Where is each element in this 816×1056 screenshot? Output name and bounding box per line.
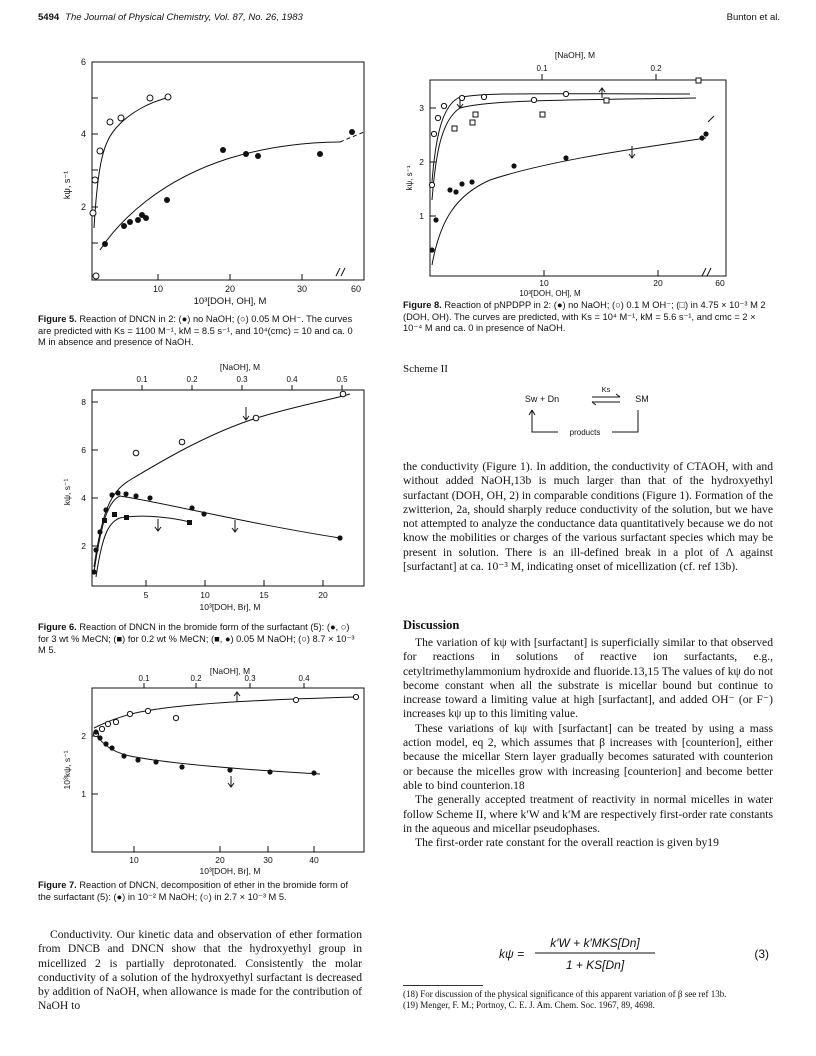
conductivity-paragraph: Conductivity. Our kinetic data and observation of ether formation from DNCB and DNCN show that the hydroxyethyl group in micellized 2 is partially deprotonated. Consistently the molar conductivity of a solution of the hydroxyethyl surfactant is decreased by addition of NaOH, when allowance is made for the contribution of NaOH to xyxy=(38,928,362,1013)
fig8-xlabel: 10³[DOH, OH], M xyxy=(519,289,581,298)
caption-text: Reaction of pNPDPP in 2: (●) no NaOH; (○) 0.1 M OH⁻; (□) in 4.75 × 10⁻³ M 2 (DOH, OH). The curves are predicted, with Ks = 10⁴ M⁻¹, kM = 5.6 s⁻¹, and cmc = 2 × 10⁻⁴ M and ca. 0 in presence of NaOH. xyxy=(403,300,766,333)
discussion-paragraph: The first-order rate constant for the overall reaction is given by19 xyxy=(415,836,719,850)
fig6-top-tick: 0.3 xyxy=(236,375,248,384)
equation-lhs: kψ = xyxy=(499,947,525,961)
footnotes xyxy=(403,989,773,1011)
caption-label: Figure 6. xyxy=(38,622,77,632)
fig8-ytick: 1 xyxy=(419,211,424,221)
scheme-k: Ks xyxy=(601,385,611,394)
fig8-ytick: 2 xyxy=(419,157,424,167)
footnote: (19) Menger, F. M.; Portnoy, C. E. J. Am. Chem. Soc. 1967, 89, 4698. xyxy=(403,1000,655,1010)
fig6-top-tick: 0.4 xyxy=(286,375,298,384)
discussion-paragraph: The variation of kψ with [surfactant] is superficially similar to that observed for reactions in solutions of reactive ion surfactants, e.g., cetyltrimethylammonium hydroxide and fluoride.13,15 The values of kψ do not become constant when all the substrate is micellar bound but continue to increase toward a limiting value at high [surfactant], and added OH⁻ (or F⁻) increases kψ up to this limiting value. xyxy=(403,636,773,721)
fig8-ylabel: kψ, s⁻¹ xyxy=(405,165,414,191)
scheme-right: SM xyxy=(635,394,649,404)
fig6-ytick: 2 xyxy=(81,541,86,551)
scheme-label: Scheme II xyxy=(403,363,448,375)
discussion-paragraph: The generally accepted treatment of reactivity in normal micelles in water follow Scheme II, where k′W and k′M are respectively first-order rate constants in the aqueous and micellar pseudophases. xyxy=(403,793,773,835)
equation-number: (3) xyxy=(754,947,769,961)
figure-8-plot xyxy=(400,50,740,300)
fig8-top-tick: 0.2 xyxy=(650,64,662,73)
figure-7-plot xyxy=(50,666,370,876)
equation-denominator: 1 + KS[Dn] xyxy=(565,958,625,972)
fig7-xtick: 30 xyxy=(263,855,273,865)
scheme-products: products xyxy=(569,428,601,437)
caption-label: Figure 7. xyxy=(38,880,77,890)
fig6-ylabel: kψ, s⁻¹ xyxy=(62,478,72,506)
fig7-top-tick: 0.3 xyxy=(244,674,256,683)
discussion-body xyxy=(403,636,773,850)
journal-citation: The Journal of Physical Chemistry, Vol. 87, No. 26, 1983 xyxy=(65,12,303,23)
fig6-xtick: 15 xyxy=(259,590,269,600)
fig7-ytick: 1 xyxy=(81,789,86,799)
discussion-paragraph: These variations of kψ with [surfactant] can be treated by using a mass action model, eq 2, which assumes that β increases with [counterion], either because the micellar Stern layer gradually becomes saturated with counterion or because the micelles grow with increasing [counterion] and become better able to bind counterion.18 xyxy=(403,721,773,792)
fig6-xtick: 5 xyxy=(143,590,149,600)
fig7-top-tick: 0.2 xyxy=(190,674,202,683)
footnote: (18) For discussion of the physical significance of this apparent variation of β see ref 13b. xyxy=(403,989,727,999)
caption-label: Figure 5. xyxy=(38,314,77,324)
fig8-top-tick: 0.1 xyxy=(536,64,548,73)
discussion-heading: Discussion xyxy=(403,618,460,632)
figure-5-plot xyxy=(50,50,370,310)
fig5-ytick: 6 xyxy=(80,57,86,67)
fig6-top-label: [NaOH], M xyxy=(219,362,261,372)
fig8-top-label: [NaOH], M xyxy=(554,50,596,60)
fig6-ytick: 6 xyxy=(81,445,86,455)
author-header: Bunton et al. xyxy=(726,12,780,23)
figure-6-caption xyxy=(38,622,362,657)
caption-text: Reaction of DNCN in 2: (●) no NaOH; (○) 0.05 M OH⁻. The curves are predicted with Ks = 1100 M⁻¹, kM = 8.5 s⁻¹, and 10⁴(cmc) = 10 and ca. 0 M in absence and presence of NaOH. xyxy=(38,314,353,347)
figure-5-caption xyxy=(38,314,362,349)
fig5-ytick: 2 xyxy=(80,202,86,212)
fig5-ytick: 4 xyxy=(80,129,86,139)
caption-text: Reaction of DNCN, decomposition of ether in the bromide form of the surfactant (5): (●) in 10⁻² M NaOH; (○) in 2.7 × 10⁻³ M 5. xyxy=(38,880,349,902)
fig7-xtick: 40 xyxy=(309,855,319,865)
fig7-top-tick: 0.1 xyxy=(138,674,150,683)
fig7-ytick: 2 xyxy=(81,731,86,741)
fig7-ylabel: 10³kψ, s⁻¹ xyxy=(62,750,72,790)
caption-text: Reaction of DNCN in the bromide form of the surfactant (5): (●, ○) for 3 wt % MeCN; (■) for 0.2 wt % MeCN; (■, ●) 0.05 M NaOH; (○) 8.7 × 10⁻³ M 5. xyxy=(38,622,355,655)
equation-3 xyxy=(403,929,773,979)
fig8-ytick: 3 xyxy=(419,103,424,113)
figure-7-caption xyxy=(38,880,362,903)
footnote-rule xyxy=(403,985,483,986)
page-number: 5494 xyxy=(38,12,60,23)
fig5-xtick: 30 xyxy=(296,284,308,294)
figure-6-plot xyxy=(50,362,370,618)
fig5-ylabel: kψ, s⁻¹ xyxy=(62,170,72,200)
fig6-top-tick: 0.5 xyxy=(336,375,348,384)
fig8-xtick: 20 xyxy=(653,278,663,288)
fig7-xtick: 10 xyxy=(129,855,139,865)
fig6-top-tick: 0.2 xyxy=(186,375,198,384)
fig5-xtick: 10 xyxy=(152,284,164,294)
running-header xyxy=(38,12,303,23)
fig6-ytick: 8 xyxy=(81,397,86,407)
fig7-xtick: 20 xyxy=(215,855,225,865)
fig8-xtick: 60 xyxy=(715,278,725,288)
figure-8-caption xyxy=(403,300,775,335)
caption-label: Figure 8. xyxy=(403,300,442,310)
conductivity-continued: the conductivity (Figure 1). In addition, the conductivity of CTAOH, with and without added NaOH,13b is much larger than that of the hydroxyethyl surfactant (DOH, OH, 2) in comparable conditions (Figure 1). Formation of the zwitterion, 2a, should sharply reduce conductivity of the solution, but we have not attempted to analyze the conductance data quantitatively because we do not know the mobilities or charges of the various surfactant species which may be present in solution. There is an ill-defined break in a plot of Λ against [surfactant] at ca. 10⁻³ M, indicating onset of micellization (cf. ref 13b). xyxy=(403,460,773,574)
fig6-xlabel: 10³[DOH, Br], M xyxy=(199,602,261,612)
fig8-xtick: 10 xyxy=(539,278,549,288)
fig6-ytick: 4 xyxy=(81,493,86,503)
fig6-xtick: 10 xyxy=(200,590,210,600)
fig6-top-tick: 0.1 xyxy=(136,375,148,384)
fig5-xtick: 20 xyxy=(224,284,236,294)
scheme-ii-diagram xyxy=(520,382,680,444)
equation-numerator: k′W + k′MKS[Dn] xyxy=(550,936,640,950)
fig7-top-tick: 0.4 xyxy=(298,674,310,683)
fig5-xtick: 60 xyxy=(350,284,362,294)
fig5-xlabel: 10³[DOH, OH], M xyxy=(193,296,267,307)
fig7-xlabel: 10³[DOH, Br], M xyxy=(199,866,261,876)
fig7-top-label: [NaOH], M xyxy=(209,666,251,676)
scheme-left: Sw + Dn xyxy=(524,394,560,404)
fig6-xtick: 20 xyxy=(318,590,328,600)
